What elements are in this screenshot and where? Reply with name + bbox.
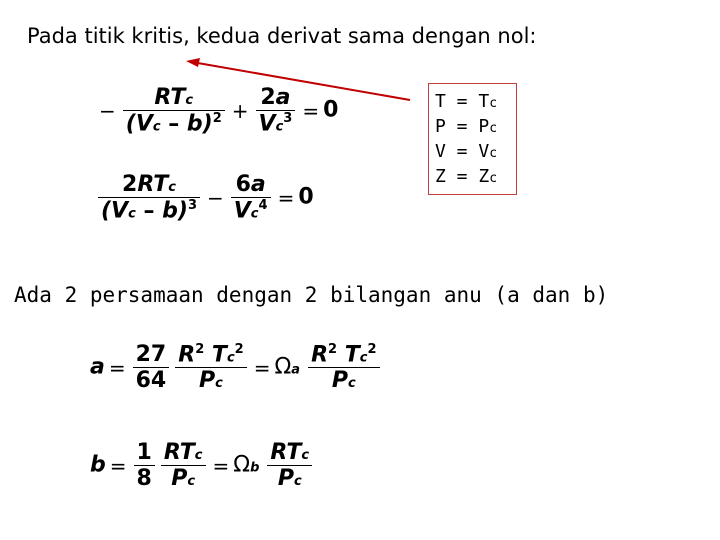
- equation-a: a = $\frac{27}{64}$ $\frac{R^2 Tc^2}{Pc}$ = Ωa $\frac{R^2 Tc^2}{Pc}$: [90, 342, 383, 393]
- equation-b: b = $\frac{1}{8}$ $\frac{\text{RTc}}{Pc}$ = Ωb $\frac{\text{RTc}}{Pc}$: [90, 440, 315, 491]
- critical-line-v: V = Vc: [435, 141, 498, 162]
- critical-line-p: P = Pc: [435, 116, 498, 137]
- subheading: Ada 2 persamaan dengan 2 bilangan anu (a dan b): [14, 283, 609, 307]
- critical-line-t: T = Tc: [435, 91, 498, 112]
- critical-line-z: Z = Zc: [435, 166, 498, 187]
- critical-conditions-box: [428, 83, 517, 195]
- equation-second-derivative: $\frac{\text{2RTc}}{(Vc - b)^3}$ − $\frac{6a}{Vc^4}$ = 0: [95, 172, 314, 223]
- equation-first-derivative: − $\frac{\text{RTc}}{(Vc - b)^2}$ + $\frac{2a}{Vc^3}$ = 0: [99, 85, 339, 137]
- heading: Pada titik kritis, kedua derivat sama dengan nol:: [27, 24, 537, 48]
